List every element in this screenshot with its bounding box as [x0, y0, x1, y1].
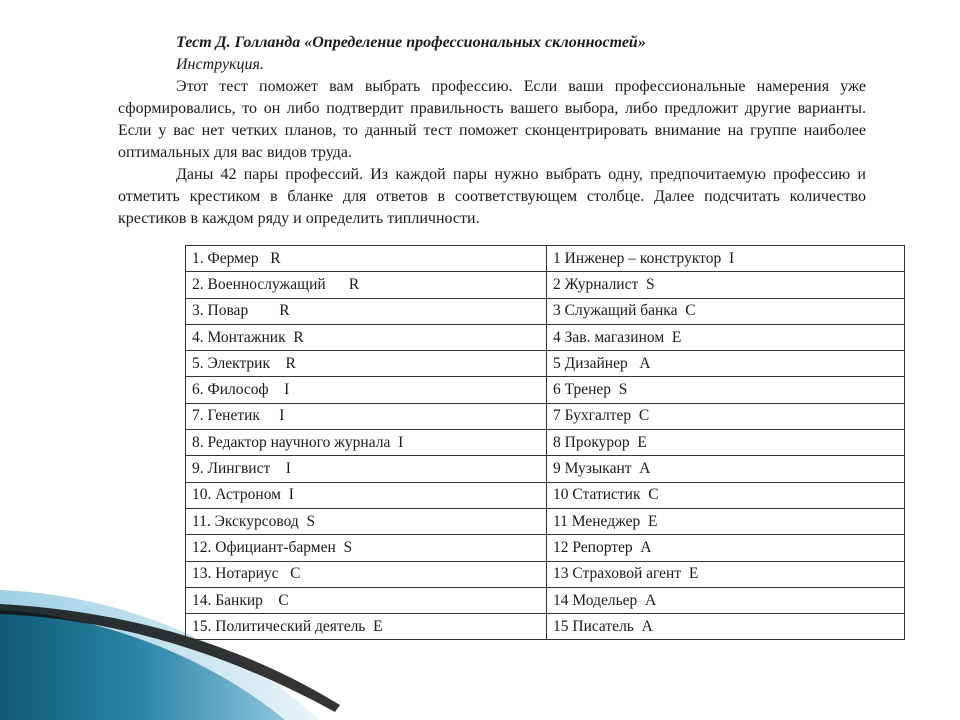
profession-cell-left: 10. Астроном I	[186, 482, 547, 508]
document-subtitle: Инструкция.	[176, 56, 264, 73]
profession-pairs-table	[185, 245, 905, 640]
profession-cell-left: 14. Банкир C	[186, 587, 547, 613]
profession-cell-left: 15. Политический деятель E	[186, 614, 547, 640]
table-row	[186, 535, 905, 561]
profession-cell-left: 3. Повар R	[186, 298, 547, 324]
profession-cell-right: 10 Статистик C	[547, 482, 905, 508]
profession-cell-left: 1. Фермер R	[186, 246, 547, 272]
profession-cell-left: 13. Нотариус C	[186, 561, 547, 587]
profession-cell-right: 12 Репортер A	[547, 535, 905, 561]
profession-cell-left: 9. Лингвист I	[186, 456, 547, 482]
table-row	[186, 351, 905, 377]
profession-cell-right: 13 Страховой агент E	[547, 561, 905, 587]
table-row	[186, 377, 905, 403]
profession-cell-left: 8. Редактор научного журнала I	[186, 430, 547, 456]
table-row	[186, 298, 905, 324]
table-row	[186, 482, 905, 508]
table-row	[186, 246, 905, 272]
profession-cell-right: 4 Зав. магазином E	[547, 324, 905, 350]
profession-cell-right: 6 Тренер S	[547, 377, 905, 403]
table-row	[186, 561, 905, 587]
profession-cell-left: 4. Монтажник R	[186, 324, 547, 350]
profession-cell-left: 11. Экскурсовод S	[186, 508, 547, 534]
profession-cell-left: 6. Философ I	[186, 377, 547, 403]
profession-cell-left: 2. Военнослужащий R	[186, 272, 547, 298]
profession-cell-right: 5 Дизайнер A	[547, 351, 905, 377]
profession-cell-right: 14 Модельер A	[547, 587, 905, 613]
profession-cell-right: 2 Журналист S	[547, 272, 905, 298]
document-title: Тест Д. Голланда «Определение профессиональных склонностей»	[176, 34, 646, 51]
table-row	[186, 272, 905, 298]
table-row	[186, 324, 905, 350]
profession-cell-right: 9 Музыкант A	[547, 456, 905, 482]
profession-cell-right: 11 Менеджер E	[547, 508, 905, 534]
profession-cell-right: 3 Служащий банка C	[547, 298, 905, 324]
table-row	[186, 614, 905, 640]
instruction-paragraph-1: Этот тест поможет вам выбрать профессию. Если ваши профессиональные намерения уже сформировались, то он либо подтвердит правильность вашего выбора, либо предложит другие варианты. Если у вас нет четких планов, то данный тест поможет сконцентрировать внимание на группе наиболее оптимальных для вас видов труда.	[118, 78, 866, 161]
profession-cell-left: 5. Электрик R	[186, 351, 547, 377]
instruction-paragraph-2: Даны 42 пары профессий. Из каждой пары нужно выбрать одну, предпочитаемую профессию и отметить крестиком в бланке для ответов в соответствующем столбце. Далее подсчитать количество крестиков в каждом ряду и определить типличности.	[118, 166, 866, 227]
profession-cell-right: 15 Писатель A	[547, 614, 905, 640]
table-row	[186, 508, 905, 534]
profession-cell-right: 8 Прокурор E	[547, 430, 905, 456]
document-body	[118, 32, 866, 230]
table-row	[186, 430, 905, 456]
table-row	[186, 456, 905, 482]
table-row	[186, 403, 905, 429]
profession-cell-left: 7. Генетик I	[186, 403, 547, 429]
table-row	[186, 587, 905, 613]
profession-cell-right: 7 Бухгалтер C	[547, 403, 905, 429]
profession-cell-left: 12. Официант-бармен S	[186, 535, 547, 561]
profession-cell-right: 1 Инженер – конструктор I	[547, 246, 905, 272]
